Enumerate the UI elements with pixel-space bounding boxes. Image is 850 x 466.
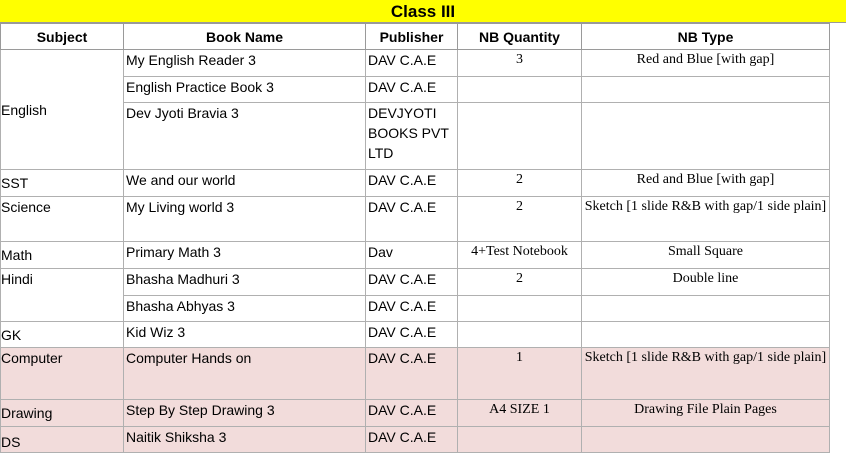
publisher-cell[interactable]: Dav: [366, 242, 458, 269]
subject-cell[interactable]: Drawing: [1, 400, 124, 427]
qty-cell[interactable]: 4+Test Notebook: [458, 242, 582, 269]
subject-cell[interactable]: DS: [1, 427, 124, 453]
publisher-cell[interactable]: DAV C.A.E: [366, 296, 458, 322]
qty-cell[interactable]: [458, 103, 582, 170]
publisher-cell[interactable]: DAV C.A.E: [366, 400, 458, 427]
qty-cell[interactable]: 2: [458, 170, 582, 197]
subject-cell[interactable]: Hindi: [1, 269, 124, 322]
book-cell[interactable]: Kid Wiz 3: [124, 322, 366, 348]
qty-cell[interactable]: [458, 77, 582, 103]
qty-cell[interactable]: A4 SIZE 1: [458, 400, 582, 427]
table-row: [1, 348, 830, 400]
subject-cell[interactable]: Science: [1, 197, 124, 242]
subject-cell[interactable]: SST: [1, 170, 124, 197]
publisher-cell[interactable]: DAV C.A.E: [366, 269, 458, 296]
type-cell[interactable]: [582, 322, 830, 348]
qty-cell[interactable]: 3: [458, 50, 582, 77]
publisher-cell[interactable]: DAV C.A.E: [366, 197, 458, 242]
book-cell[interactable]: My English Reader 3: [124, 50, 366, 77]
table-row: [1, 170, 830, 197]
header-nb-type[interactable]: NB Type: [582, 24, 830, 50]
book-cell[interactable]: We and our world: [124, 170, 366, 197]
type-cell[interactable]: [582, 77, 830, 103]
header-row: [1, 24, 830, 50]
header-book-name[interactable]: Book Name: [124, 24, 366, 50]
publisher-cell[interactable]: DAV C.A.E: [366, 50, 458, 77]
book-cell[interactable]: Step By Step Drawing 3: [124, 400, 366, 427]
publisher-cell[interactable]: DAV C.A.E: [366, 427, 458, 453]
book-cell[interactable]: Bhasha Abhyas 3: [124, 296, 366, 322]
type-cell[interactable]: Drawing File Plain Pages: [582, 400, 830, 427]
subject-cell[interactable]: English: [1, 50, 124, 170]
table-row: [1, 269, 830, 296]
type-cell[interactable]: Double line: [582, 269, 830, 296]
book-cell[interactable]: Dev Jyoti Bravia 3: [124, 103, 366, 170]
header-subject[interactable]: Subject: [1, 24, 124, 50]
table-row: [1, 197, 830, 242]
book-cell[interactable]: Primary Math 3: [124, 242, 366, 269]
table-row: [1, 322, 830, 348]
book-cell[interactable]: Naitik Shiksha 3: [124, 427, 366, 453]
subject-cell[interactable]: GK: [1, 322, 124, 348]
table-row: [1, 50, 830, 77]
type-cell[interactable]: Red and Blue [with gap]: [582, 50, 830, 77]
subject-cell[interactable]: Computer: [1, 348, 124, 400]
qty-cell[interactable]: 2: [458, 197, 582, 242]
publisher-cell[interactable]: DAV C.A.E: [366, 170, 458, 197]
book-cell[interactable]: English Practice Book 3: [124, 77, 366, 103]
type-cell[interactable]: Small Square: [582, 242, 830, 269]
book-list-table: [0, 23, 830, 453]
book-cell[interactable]: Bhasha Madhuri 3: [124, 269, 366, 296]
header-nb-quantity[interactable]: NB Quantity: [458, 24, 582, 50]
type-cell[interactable]: Sketch [1 slide R&B with gap/1 side plain]: [582, 197, 830, 242]
type-cell[interactable]: Red and Blue [with gap]: [582, 170, 830, 197]
type-cell[interactable]: [582, 296, 830, 322]
table-row: [1, 296, 830, 322]
class-title[interactable]: Class III: [0, 0, 846, 23]
qty-cell[interactable]: [458, 296, 582, 322]
qty-cell[interactable]: 1: [458, 348, 582, 400]
type-cell[interactable]: Sketch [1 slide R&B with gap/1 side plain]: [582, 348, 830, 400]
header-publisher[interactable]: Publisher: [366, 24, 458, 50]
book-cell[interactable]: My Living world 3: [124, 197, 366, 242]
table-row: [1, 427, 830, 453]
publisher-cell[interactable]: DAV C.A.E: [366, 77, 458, 103]
table-row: [1, 400, 830, 427]
table-row: [1, 103, 830, 170]
type-cell[interactable]: [582, 427, 830, 453]
subject-cell[interactable]: Math: [1, 242, 124, 269]
publisher-cell[interactable]: DAV C.A.E: [366, 322, 458, 348]
book-cell[interactable]: Computer Hands on: [124, 348, 366, 400]
qty-cell[interactable]: [458, 427, 582, 453]
qty-cell[interactable]: 2: [458, 269, 582, 296]
table-row: [1, 77, 830, 103]
qty-cell[interactable]: [458, 322, 582, 348]
publisher-cell[interactable]: DAV C.A.E: [366, 348, 458, 400]
table-row: [1, 242, 830, 269]
type-cell[interactable]: [582, 103, 830, 170]
publisher-cell[interactable]: DEVJYOTI BOOKS PVT LTD: [366, 103, 458, 170]
